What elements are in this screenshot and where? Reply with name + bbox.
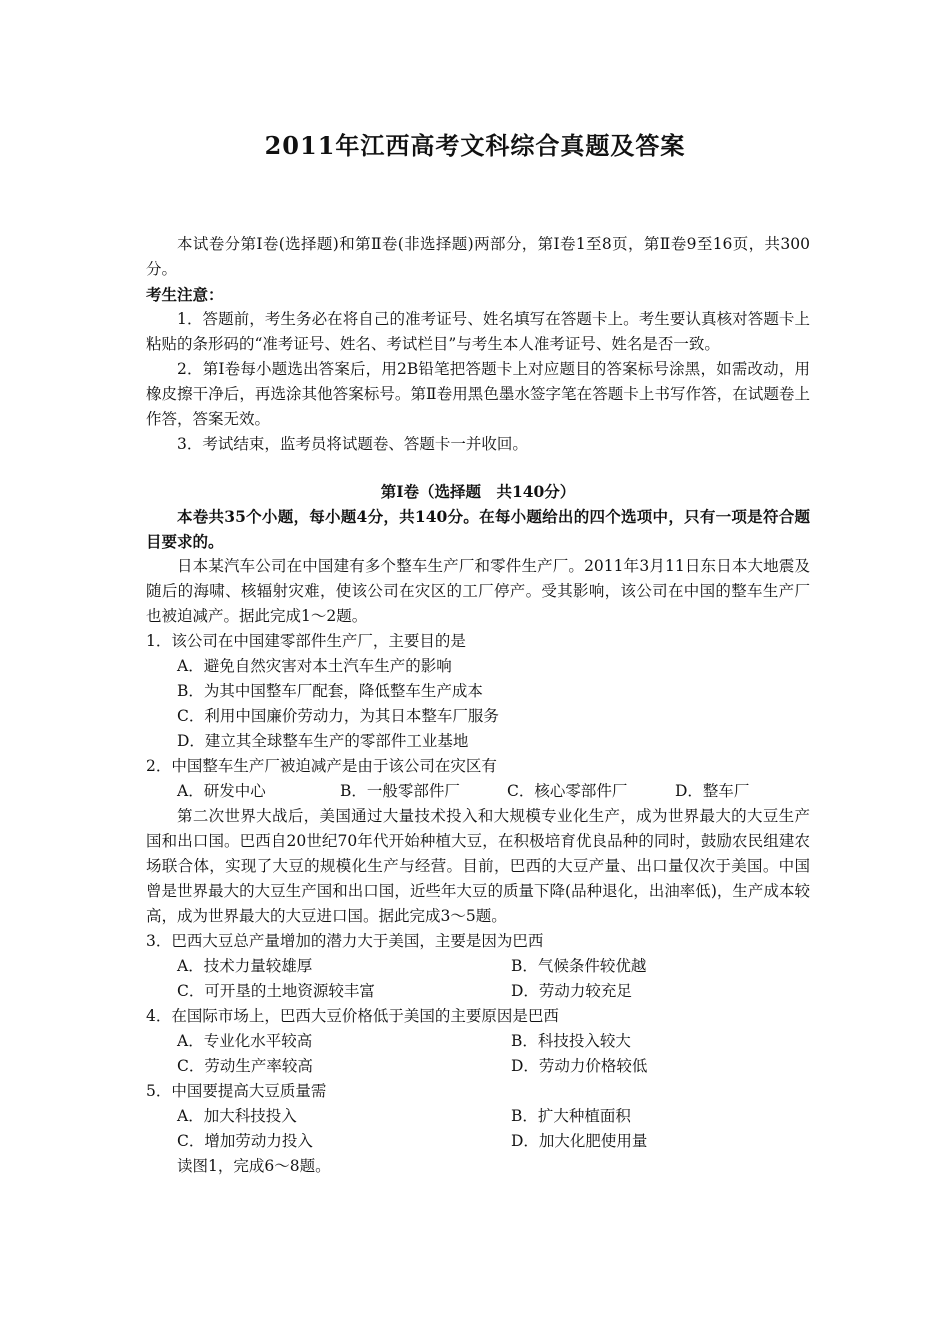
notice-item-1: 1．答题前，考生务必在将自己的准考证号、姓名填写在答题卡上。考生要认真核对答题卡上粘贴的条形码的“准考证号、姓名、考试栏目”与考生本人准考证号、姓名是否一致。 <box>146 310 810 353</box>
question-1-stem: 1．该公司在中国建零部件生产厂，主要目的是 <box>146 632 466 650</box>
question-3-option-d: D．劳动力较充足 <box>511 982 632 1000</box>
question-3-option-a: A．技术力量较雄厚 <box>177 957 313 975</box>
document-body <box>146 232 810 1179</box>
question-5-option-a: A．加大科技投入 <box>177 1107 297 1125</box>
intro-paragraph: 本试卷分第Ⅰ卷(选择题)和第Ⅱ卷(非选择题)两部分，第Ⅰ卷1至8页，第Ⅱ卷9至16页，共300分。 <box>146 235 810 278</box>
question-2-option-b: B．一般零部件厂 <box>340 782 460 800</box>
question-1-option-a: A．避免自然灾害对本土汽车生产的影响 <box>177 657 452 675</box>
question-3-options <box>146 954 810 1004</box>
notice-item-3: 3．考试结束，监考员将试题卷、答题卡一并收回。 <box>177 435 528 453</box>
question-5-option-b: B．扩大种植面积 <box>511 1107 631 1125</box>
question-4-option-c: C．劳动生产率较高 <box>177 1057 313 1075</box>
question-4-stem: 4．在国际市场上，巴西大豆价格低于美国的主要原因是巴西 <box>146 1007 559 1025</box>
notice-heading: 考生注意： <box>146 285 224 304</box>
question-5-stem: 5．中国要提高大豆质量需 <box>146 1082 327 1100</box>
question-5-option-c: C．增加劳动力投入 <box>177 1132 313 1150</box>
question-3-option-c: C．可开垦的土地资源较丰富 <box>177 982 375 1000</box>
question-1-option-c: C．利用中国廉价劳动力，为其日本整车厂服务 <box>177 707 499 725</box>
section-heading: 第Ⅰ卷（选择题 共140分） <box>380 482 576 501</box>
question-2-option-a: A．研发中心 <box>177 782 266 800</box>
question-2-options <box>146 779 810 804</box>
read-figure-note: 读图1，完成6～8题。 <box>177 1157 331 1175</box>
question-1-option-d: D．建立其全球整车生产的零部件工业基地 <box>177 732 469 750</box>
question-5-options <box>146 1104 810 1154</box>
passage-2: 第二次世界大战后，美国通过大量技术投入和大规模专业化生产，成为世界最大的大豆生产国和出口国。巴西自20世纪70年代开始种植大豆，在积极培育优良品种的同时，鼓励农民组建农场联合体，实现了大豆的规模化生产与经营。目前，巴西的大豆产量、出口量仅次于美国。中国曾是世界最大的大豆生产国和出口国，近些年大豆的质量下降(品种退化，出油率低)，生产成本较高，成为世界最大的大豆进口国。据此完成3～5题。 <box>146 807 810 925</box>
question-3-option-b: B．气候条件较优越 <box>511 957 647 975</box>
question-4-option-a: A．专业化水平较高 <box>177 1032 313 1050</box>
document-title: 2011年江西高考文科综合真题及答案 <box>264 131 686 160</box>
notice-item-2: 2．第Ⅰ卷每小题选出答案后，用2B铅笔把答题卡上对应题目的答案标号涂黑，如需改动，用橡皮擦干净后，再选涂其他答案标号。第Ⅱ卷用黑色墨水签字笔在答题卡上书写作答，在试题卷上作答，答案无效。 <box>146 360 810 428</box>
question-2-option-c: C．核心零部件厂 <box>507 782 628 800</box>
passage-1: 日本某汽车公司在中国建有多个整车生产厂和零件生产厂。2011年3月11日东日本大地震及随后的海啸、核辐射灾难，使该公司在灾区的工厂停产。受其影响，该公司在中国的整车生产厂也被迫减产。据此完成1～2题。 <box>146 557 810 625</box>
section-instruction: 本卷共35个小题，每小题4分，共140分。在每小题给出的四个选项中，只有一项是符合题目要求的。 <box>146 507 810 551</box>
question-3-stem: 3．巴西大豆总产量增加的潜力大于美国，主要是因为巴西 <box>146 932 544 950</box>
question-4-option-d: D．劳动力价格较低 <box>511 1057 648 1075</box>
question-4-options <box>146 1029 810 1079</box>
question-4-option-b: B．科技投入较大 <box>511 1032 631 1050</box>
question-2-stem: 2．中国整车生产厂被迫减产是由于该公司在灾区有 <box>146 757 497 775</box>
question-1-option-b: B．为其中国整车厂配套，降低整车生产成本 <box>177 682 483 700</box>
question-2-option-d: D．整车厂 <box>675 782 750 800</box>
question-5-option-d: D．加大化肥使用量 <box>511 1132 648 1150</box>
